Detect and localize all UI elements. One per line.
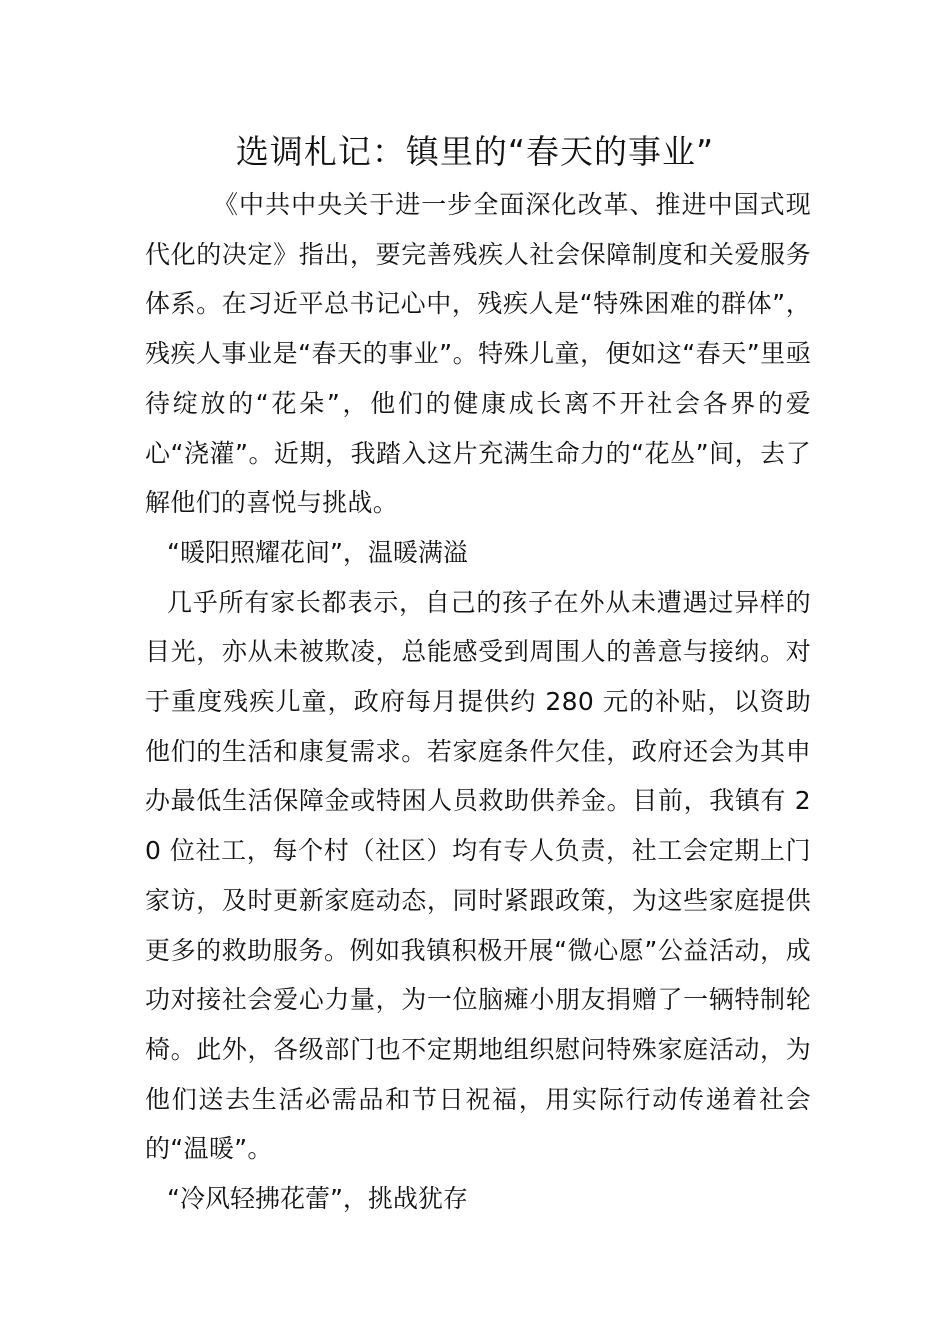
warmth-paragraph: 几乎所有家长都表示，自己的孩子在外从未遭遇过异样的目光，亦从未被欺凌，总能感受到周围人的善意与接纳。对于重度残疾儿童，政府每月提供约 280 元的补贴，以资助他们的生活和康复需求。若家庭条件欠佳，政府还会为其申办最低生活保障金或特困人员救助供养金。目前，我镇有 20 位社工，每个村（社区）均有专人负责，社工会定期上门家访，及时更新家庭动态，同时紧跟政策，为这些家庭提供更多的救助服务。例如我镇积极开展“微心愿”公益活动，成功对接社会爱心力量，为一位脑瘫小朋友捐赠了一辆特制轮椅。此外，各级部门也不定期地组织慰问特殊家庭活动，为他们送去生活必需品和节日祝福，用实际行动传递着社会的“温暖”。: [145, 587, 811, 1164]
section-heading-challenges: “冷风轻拂花蕾”，挑战犹存: [167, 1184, 468, 1214]
intro-paragraph: 《中共中央关于进一步全面深化改革、推进中国式现代化的决定》指出，要完善残疾人社会保障制度和关爱服务体系。在习近平总书记心中，残疾人是“特殊困难的群体”，残疾人事业是“春天的事业”。特殊儿童，便如这“春天”里亟待绽放的“花朵”，他们的健康成长离不开社会各界的爱心“浇灌”。近期，我踏入这片充满生命力的“花丛”间，去了解他们的喜悦与挑战。: [145, 190, 811, 518]
section-heading-warmth: “暖阳照耀花间”，温暖满溢: [167, 537, 468, 567]
document-title: 选调札记：镇里的“春天的事业”: [235, 132, 715, 171]
document-body: [145, 180, 811, 1224]
